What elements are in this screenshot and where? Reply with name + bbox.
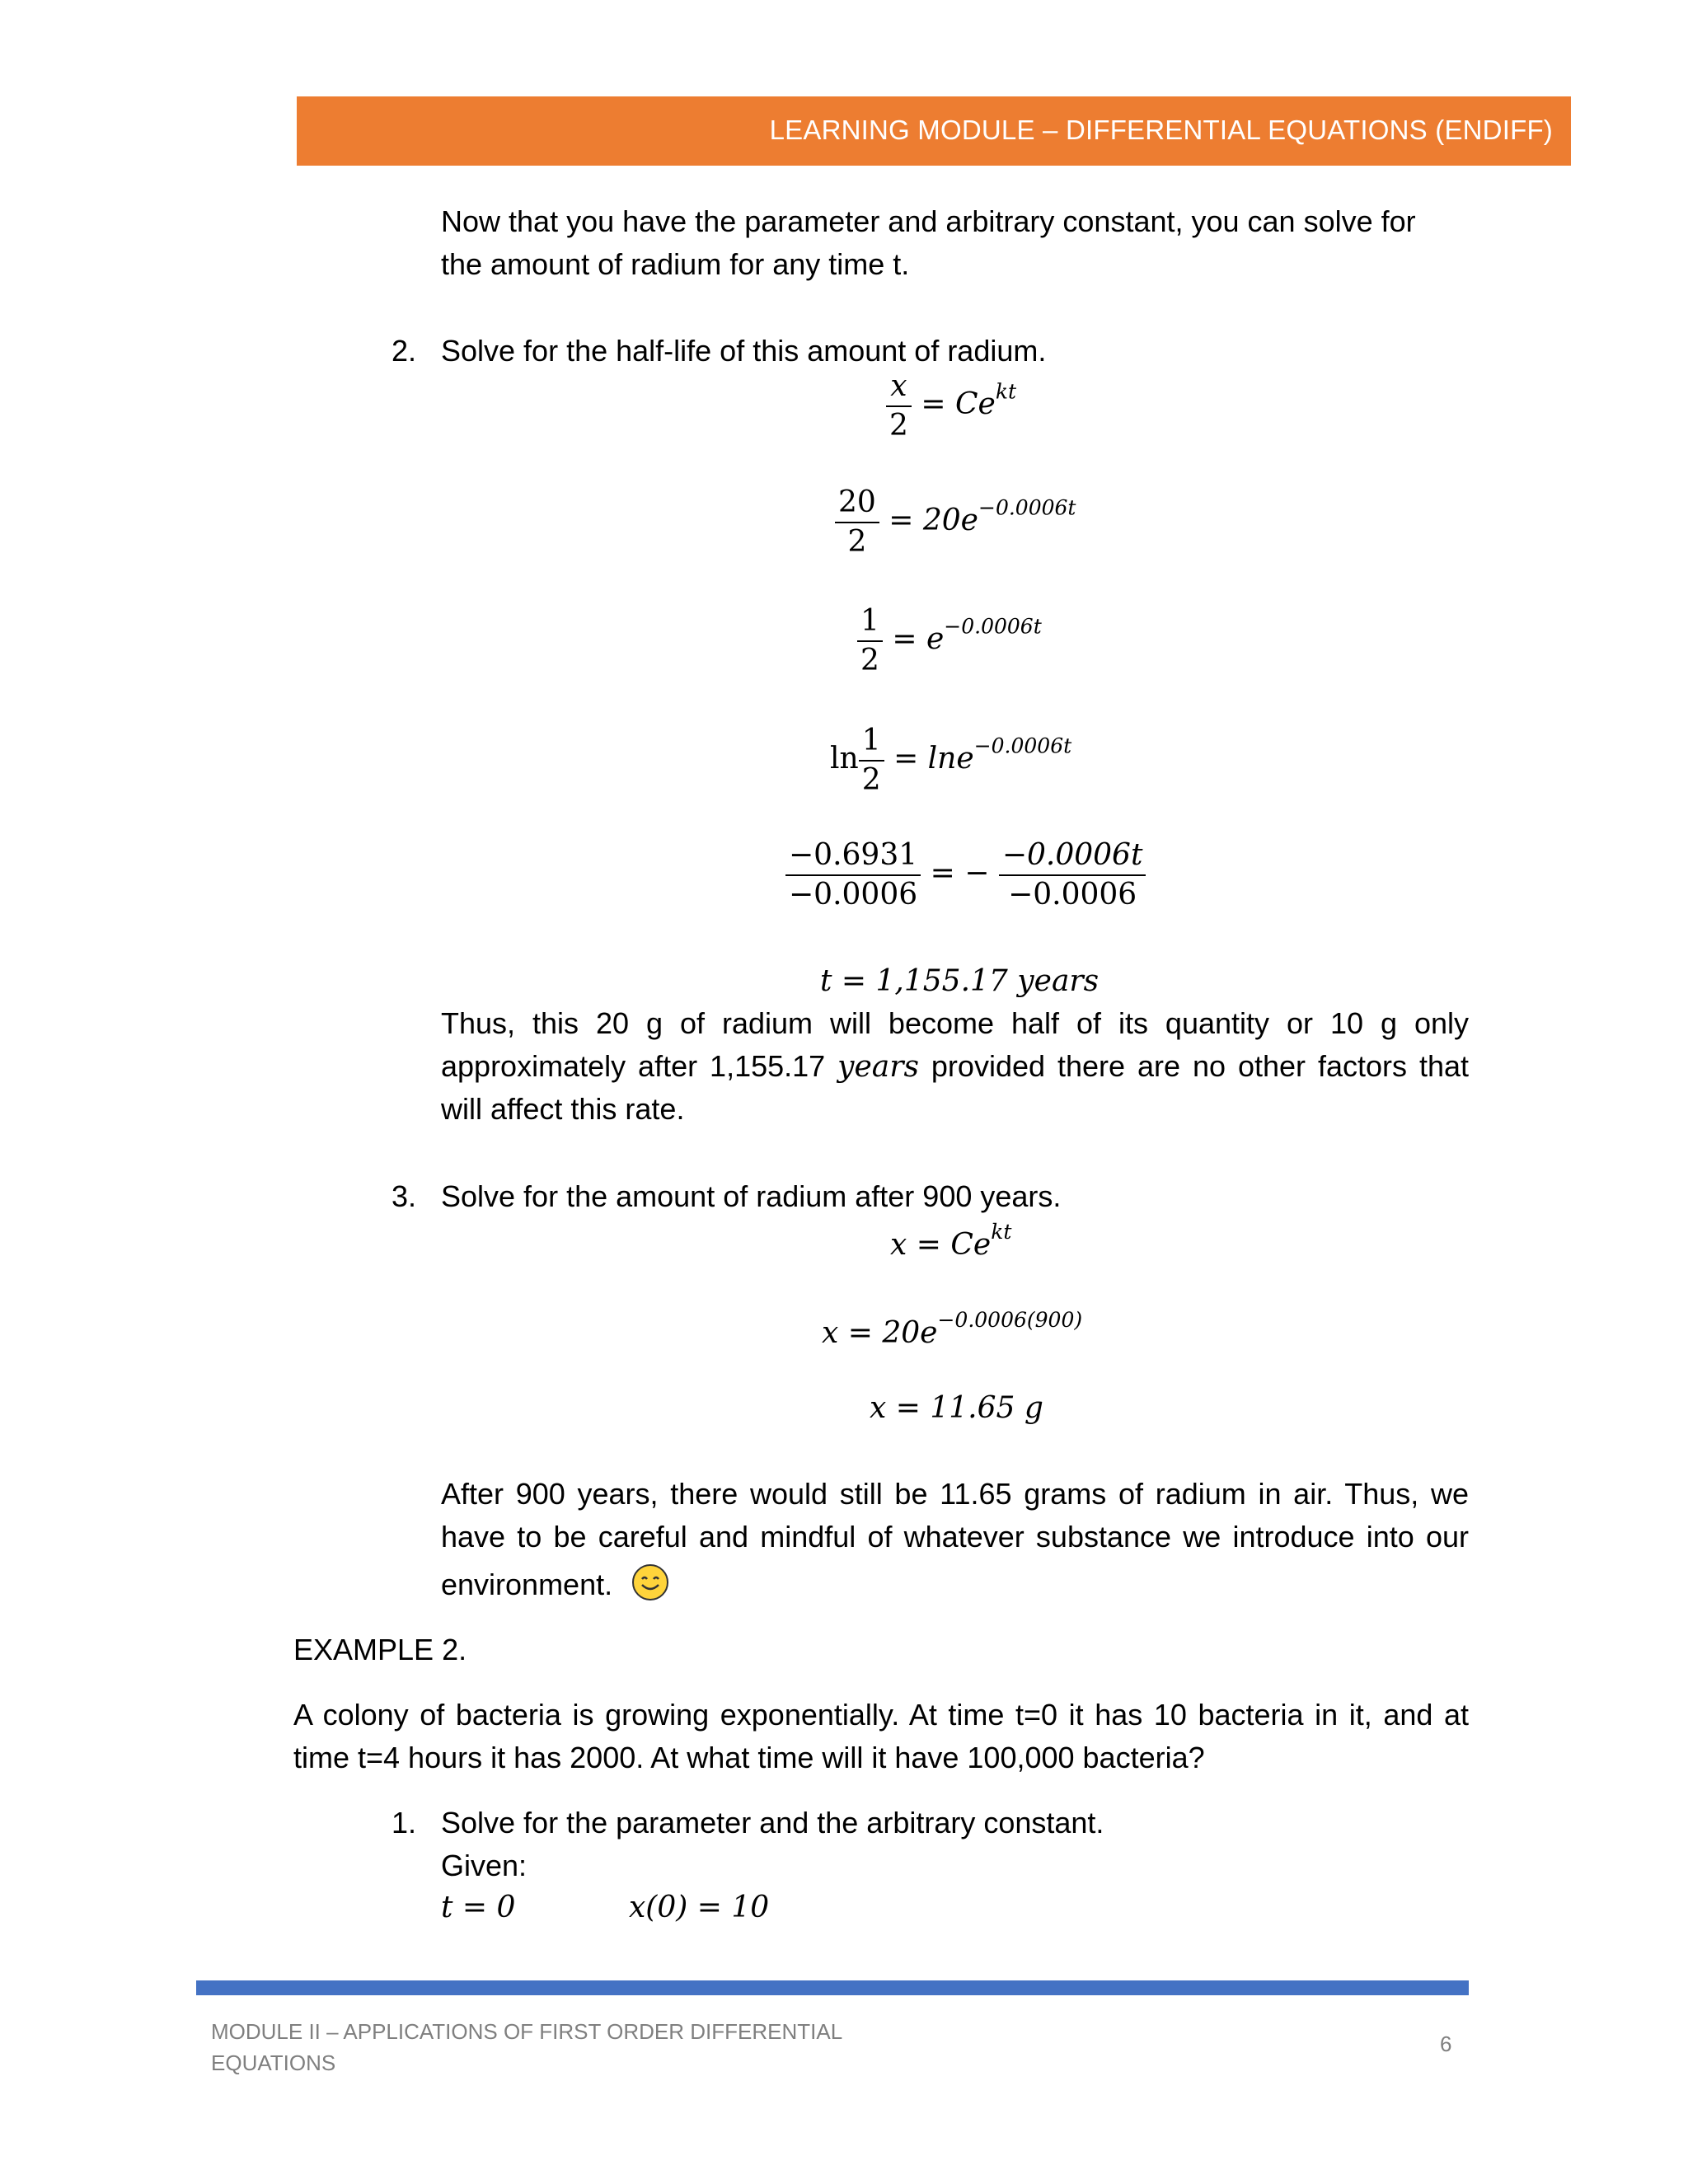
footer-module-title: [211, 2016, 936, 2079]
step3-conclusion-line-2: have to be careful and mindful of whatever substance we introduce into our: [441, 1520, 1469, 1554]
eq-twenty-over-two: $\frac{20}{2}$ = $20e^{-0.0006t}$: [835, 484, 1076, 561]
step2-conclusion-line-2: approximately after 1,155.17 years provided there are no other factors that: [441, 1049, 1470, 1084]
header-title: LEARNING MODULE – DIFFERENTIAL EQUATIONS (ENDIFF): [769, 115, 1553, 145]
eq-x-900: $x = 20e^{-0.0006(900)}$: [822, 1308, 1083, 1350]
example2-heading: EXAMPLE 2.: [293, 1633, 467, 1666]
smiley-icon: [632, 1564, 668, 1601]
eq-half-x: $\frac{x}{2}$ = $Ce^{kt}$: [886, 368, 1016, 445]
eq-x-result: x = 11.65 g: [870, 1391, 1043, 1425]
eq-divide: $\frac{-0.6931}{-0.0006}$ = − $\frac{-0.0006t}{-0.0006}$: [785, 837, 1146, 914]
step2-number: 2.: [392, 334, 417, 368]
eq-x-ce-kt: $x = Ce^{kt}$: [890, 1220, 1012, 1262]
footer-line-2: EQUATIONS: [211, 2050, 336, 2075]
step2-conclusion-line-1: Thus, this 20 g of radium will become half of its quantity or 10 g only: [441, 1006, 1469, 1040]
given-label: Given:: [441, 1849, 528, 1882]
footer-line-1: MODULE II – APPLICATIONS OF FIRST ORDER DIFFERENTIAL: [211, 2019, 843, 2044]
header-bar: [297, 96, 1571, 166]
given-x: x(0) = 10: [629, 1891, 770, 1924]
footer-bar: [196, 1980, 1469, 1995]
intro-line-1: Now that you have the parameter and arbitrary constant, you can solve for: [441, 204, 1416, 238]
eq-half-life-result: t = 1,155.17 years: [820, 964, 1100, 998]
example2-step1-text: Solve for the parameter and the arbitrary constant.: [441, 1806, 1104, 1840]
step3-conclusion-line-3: environment.: [441, 1568, 613, 1601]
example2-problem-line-1: A colony of bacteria is growing exponentially. At time t=0 it has 10 bacteria in it, and at: [293, 1698, 1469, 1732]
page-number: 6: [1440, 2032, 1452, 2056]
eq-ln-half: ln $\frac{1}{2}$ = lne$^{-0.0006t}$: [830, 724, 1072, 797]
given-t: t = 0: [441, 1891, 516, 1924]
step2-text: Solve for the half-life of this amount of radium.: [441, 334, 1047, 368]
example2-step1-number: 1.: [392, 1806, 417, 1840]
step2-conclusion-line-3: will affect this rate.: [441, 1092, 685, 1126]
step3-number: 3.: [392, 1179, 417, 1213]
step3-conclusion-line-1: After 900 years, there would still be 11.65 grams of radium in air. Thus, we: [441, 1477, 1469, 1511]
eq-one-half: $\frac{1}{2}$ = $e^{-0.0006t}$: [857, 602, 1042, 680]
step3-text: Solve for the amount of radium after 900 years.: [441, 1179, 1062, 1213]
intro-line-2: the amount of radium for any time t.: [441, 247, 910, 281]
example2-problem-line-2: time t=4 hours it has 2000. At what time will it have 100,000 bacteria?: [293, 1741, 1205, 1774]
